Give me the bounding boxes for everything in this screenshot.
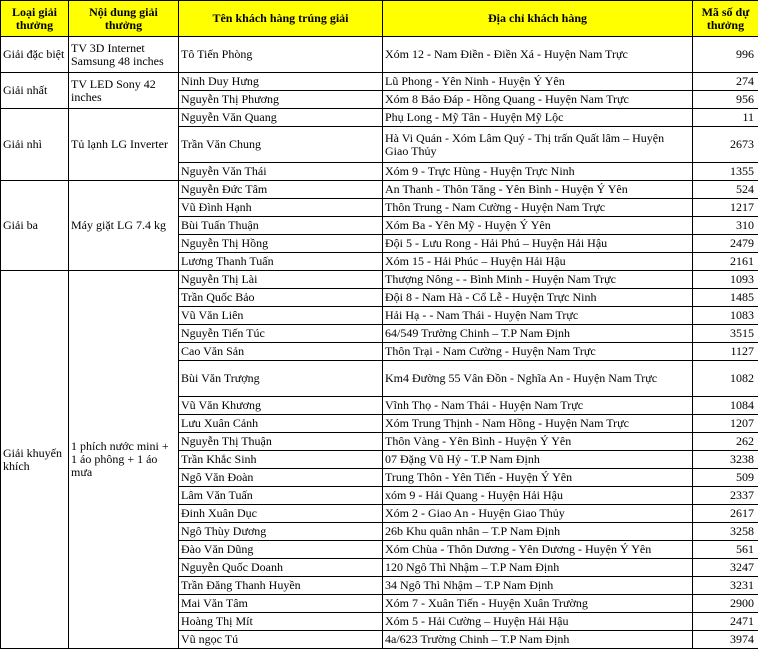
winner-name-cell: Nguyễn Văn Thái bbox=[179, 163, 383, 181]
address-cell: 07 Đặng Vũ Hỷ - T.P Nam Định bbox=[383, 451, 693, 469]
winner-name-cell: Hoàng Thị Mít bbox=[179, 613, 383, 631]
address-cell: Trung Thôn - Yên Tiến - Huyện Ý Yên bbox=[383, 469, 693, 487]
entry-code-cell: 524 bbox=[693, 181, 758, 199]
winner-name-cell: Vũ Văn Khương bbox=[179, 397, 383, 415]
address-cell: 34 Ngô Thì Nhậm – T.P Nam Định bbox=[383, 577, 693, 595]
entry-code-cell: 2617 bbox=[693, 505, 758, 523]
entry-code-cell: 1207 bbox=[693, 415, 758, 433]
winner-name-cell: Vũ ngọc Tú bbox=[179, 631, 383, 649]
prize-content-cell: TV LED Sony 42 inches bbox=[69, 73, 179, 109]
entry-code-cell: 3247 bbox=[693, 559, 758, 577]
winner-name-cell: Lưu Xuân Cảnh bbox=[179, 415, 383, 433]
entry-code-cell: 2900 bbox=[693, 595, 758, 613]
address-cell: Đội 8 - Nam Hà - Cổ Lễ - Huyện Trực Ninh bbox=[383, 289, 693, 307]
winner-name-cell: Vũ Đình Hạnh bbox=[179, 199, 383, 217]
entry-code-cell: 956 bbox=[693, 91, 758, 109]
winner-name-cell: Ngô Văn Đoàn bbox=[179, 469, 383, 487]
winner-name-cell: Nguyễn Đức Tâm bbox=[179, 181, 383, 199]
entry-code-cell: 262 bbox=[693, 433, 758, 451]
table-row bbox=[1, 73, 758, 91]
address-cell: Thượng Nông - - Bình Minh - Huyện Nam Trực bbox=[383, 271, 693, 289]
entry-code-cell: 2161 bbox=[693, 253, 758, 271]
address-cell: Thôn Vàng - Yên Bình - Huyện Ý Yên bbox=[383, 433, 693, 451]
address-cell: Xóm 9 - Trực Hùng - Huyện Trực Ninh bbox=[383, 163, 693, 181]
address-cell: Km4 Đường 55 Vân Đồn - Nghĩa An - Huyện Nam Trực bbox=[383, 361, 693, 397]
address-cell: Lũ Phong - Yên Ninh - Huyện Ý Yên bbox=[383, 73, 693, 91]
entry-code-cell: 2673 bbox=[693, 127, 758, 163]
winner-name-cell: Lương Thanh Tuấn bbox=[179, 253, 383, 271]
entry-code-cell: 2471 bbox=[693, 613, 758, 631]
table-row bbox=[1, 271, 758, 289]
winner-name-cell: Trần Khắc Sinh bbox=[179, 451, 383, 469]
address-cell: 120 Ngô Thì Nhậm – T.P Nam Định bbox=[383, 559, 693, 577]
winner-name-cell: Nguyễn Thị Phương bbox=[179, 91, 383, 109]
winner-name-cell: Đào Văn Dũng bbox=[179, 541, 383, 559]
address-cell: Đội 5 - Lưu Rong - Hải Phú – Huyện Hải Hậu bbox=[383, 235, 693, 253]
entry-code-cell: 3231 bbox=[693, 577, 758, 595]
winner-name-cell: Vũ Văn Liên bbox=[179, 307, 383, 325]
entry-code-cell: 1084 bbox=[693, 397, 758, 415]
header-row bbox=[1, 1, 758, 37]
entry-code-cell: 996 bbox=[693, 37, 758, 73]
entry-code-cell: 1127 bbox=[693, 343, 758, 361]
address-cell: Thôn Trại - Nam Cường - Huyện Nam Trực bbox=[383, 343, 693, 361]
address-cell: Xóm 7 - Xuân Tiến - Huyện Xuân Trường bbox=[383, 595, 693, 613]
winner-name-cell: Trần Quốc Bảo bbox=[179, 289, 383, 307]
entry-code-cell: 11 bbox=[693, 109, 758, 127]
entry-code-cell: 3258 bbox=[693, 523, 758, 541]
entry-code-cell: 1083 bbox=[693, 307, 758, 325]
header-entry-code: Mã số dự thưởng bbox=[693, 1, 758, 37]
winner-name-cell: Lâm Văn Tuấn bbox=[179, 487, 383, 505]
entry-code-cell: 1355 bbox=[693, 163, 758, 181]
prize-content-cell: TV 3D Internet Samsung 48 inches bbox=[69, 37, 179, 73]
header-address: Địa chỉ khách hàng bbox=[383, 1, 693, 37]
address-cell: Xóm 2 - Giao An - Huyện Giao Thủy bbox=[383, 505, 693, 523]
entry-code-cell: 1082 bbox=[693, 361, 758, 397]
winner-name-cell: Trần Văn Chung bbox=[179, 127, 383, 163]
address-cell: Xóm Chùa - Thôn Dương - Yên Dương - Huyện Ý Yên bbox=[383, 541, 693, 559]
prize-type-cell: Giải khuyến khích bbox=[1, 271, 69, 649]
entry-code-cell: 2337 bbox=[693, 487, 758, 505]
winner-name-cell: Nguyễn Thị Hồng bbox=[179, 235, 383, 253]
address-cell: Thôn Trung - Nam Cường - Huyện Nam Trực bbox=[383, 199, 693, 217]
winner-name-cell: Nguyễn Quốc Doanh bbox=[179, 559, 383, 577]
prize-type-cell: Giải ba bbox=[1, 181, 69, 271]
winner-name-cell: Mai Văn Tâm bbox=[179, 595, 383, 613]
entry-code-cell: 3238 bbox=[693, 451, 758, 469]
winner-name-cell: Đinh Xuân Dục bbox=[179, 505, 383, 523]
address-cell: Xóm Ba - Yên Mỹ - Huyện Ý Yên bbox=[383, 217, 693, 235]
entry-code-cell: 2479 bbox=[693, 235, 758, 253]
address-cell: Hà Vi Quán - Xóm Lâm Quý - Thị trấn Quất lâm – Huyện Giao Thủy bbox=[383, 127, 693, 163]
prize-type-cell: Giải nhì bbox=[1, 109, 69, 181]
entry-code-cell: 3515 bbox=[693, 325, 758, 343]
entry-code-cell: 310 bbox=[693, 217, 758, 235]
winner-name-cell: Bùi Tuấn Thuận bbox=[179, 217, 383, 235]
winner-name-cell: Nguyễn Tiến Túc bbox=[179, 325, 383, 343]
winner-name-cell: Tô Tiến Phòng bbox=[179, 37, 383, 73]
header-prize-type: Loại giải thưởng bbox=[1, 1, 69, 37]
prize-content-cell: 1 phích nước mini + 1 áo phông + 1 áo mưa bbox=[69, 271, 179, 649]
entry-code-cell: 274 bbox=[693, 73, 758, 91]
entry-code-cell: 509 bbox=[693, 469, 758, 487]
entry-code-cell: 1485 bbox=[693, 289, 758, 307]
entry-code-cell: 561 bbox=[693, 541, 758, 559]
address-cell: 4a/623 Trường Chinh – T.P Nam Định bbox=[383, 631, 693, 649]
table-body bbox=[1, 37, 758, 649]
address-cell: xóm 9 - Hải Quang - Huyện Hải Hậu bbox=[383, 487, 693, 505]
entry-code-cell: 3974 bbox=[693, 631, 758, 649]
winner-name-cell: Nguyễn Văn Quang bbox=[179, 109, 383, 127]
prize-content-cell: Máy giặt LG 7.4 kg bbox=[69, 181, 179, 271]
address-cell: Hải Hạ - - Nam Thái - Huyện Nam Trực bbox=[383, 307, 693, 325]
address-cell: Xóm 8 Bảo Đáp - Hồng Quang - Huyện Nam Trực bbox=[383, 91, 693, 109]
address-cell: Xóm 15 - Hải Phúc – Huyện Hải Hậu bbox=[383, 253, 693, 271]
winner-name-cell: Trần Đăng Thanh Huyền bbox=[179, 577, 383, 595]
address-cell: An Thanh - Thôn Tăng - Yên Bình - Huyện Ý Yên bbox=[383, 181, 693, 199]
table-row bbox=[1, 37, 758, 73]
entry-code-cell: 1093 bbox=[693, 271, 758, 289]
prize-type-cell: Giải đặc biệt bbox=[1, 37, 69, 73]
winner-name-cell: Nguyễn Thị Thuận bbox=[179, 433, 383, 451]
address-cell: 26b Khu quân nhân – T.P Nam Định bbox=[383, 523, 693, 541]
address-cell: Xóm 12 - Nam Điền - Điền Xá - Huyện Nam Trực bbox=[383, 37, 693, 73]
winner-name-cell: Nguyễn Thị Lài bbox=[179, 271, 383, 289]
table-row bbox=[1, 181, 758, 199]
winner-name-cell: Cao Văn Sản bbox=[179, 343, 383, 361]
winner-name-cell: Ninh Duy Hưng bbox=[179, 73, 383, 91]
header-winner-name: Tên khách hàng trúng giải bbox=[179, 1, 383, 37]
address-cell: Phụ Long - Mỹ Tân - Huyện Mỹ Lộc bbox=[383, 109, 693, 127]
address-cell: Xóm Trung Thịnh - Nam Hồng - Huyện Nam Trực bbox=[383, 415, 693, 433]
prize-type-cell: Giải nhất bbox=[1, 73, 69, 109]
entry-code-cell: 1217 bbox=[693, 199, 758, 217]
table-row bbox=[1, 109, 758, 127]
prize-content-cell: Tủ lạnh LG Inverter bbox=[69, 109, 179, 181]
address-cell: 64/549 Trường Chinh – T.P Nam Định bbox=[383, 325, 693, 343]
address-cell: Vĩnh Thọ - Nam Thái - Huyện Nam Trực bbox=[383, 397, 693, 415]
winner-name-cell: Bùi Văn Trượng bbox=[179, 361, 383, 397]
winner-name-cell: Ngô Thùy Dương bbox=[179, 523, 383, 541]
address-cell: Xóm 5 - Hải Cường – Huyện Hải Hậu bbox=[383, 613, 693, 631]
header-prize-content: Nội dung giải thưởng bbox=[69, 1, 179, 37]
